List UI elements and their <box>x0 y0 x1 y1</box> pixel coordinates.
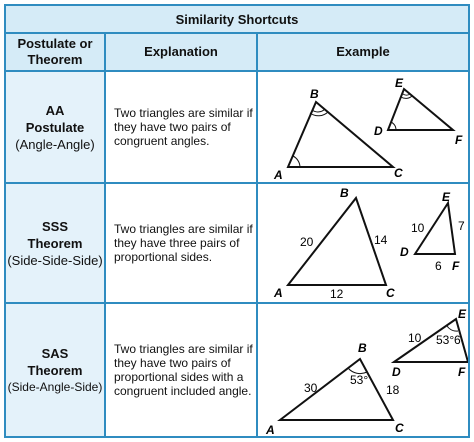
angle-e-arc-inner <box>403 94 410 95</box>
angle-d-arc <box>391 122 396 130</box>
row-sss-example-diagram <box>258 184 468 302</box>
similarity-table <box>4 4 470 438</box>
row-sas-name-line2: Theorem <box>27 362 83 378</box>
row-aa-name-line3: (Angle-Angle) <box>15 136 95 152</box>
angle-e-measure: 53° <box>436 333 455 347</box>
label-d: D <box>400 245 409 259</box>
row-sas-name-line3: (Side-Angle-Side) <box>7 379 103 394</box>
row-aa-name-line2: Postulate <box>25 119 85 135</box>
row-aa-example-diagram <box>258 72 468 182</box>
side-ef-length: 6 <box>454 333 461 347</box>
label-e: E <box>395 76 404 90</box>
side-ab-length: 20 <box>300 235 314 249</box>
label-f: F <box>452 259 460 273</box>
row-aa-name <box>6 72 104 182</box>
side-bc-length: 14 <box>374 233 388 247</box>
triangle-def <box>388 89 453 130</box>
triangle-abc <box>280 359 393 420</box>
column-divider-2 <box>256 34 258 436</box>
side-de-length: 10 <box>411 221 425 235</box>
row-sas-name <box>6 304 104 436</box>
row-sas-explanation-text: Two triangles are similar if they have two pairs of proportional sides with a congruent included angle. <box>114 342 253 398</box>
row-aa-explanation-text: Two triangles are similar if they have two pairs of congruent angles. <box>114 106 253 148</box>
row-sss-name <box>6 184 104 302</box>
side-bc-length: 18 <box>386 383 400 397</box>
label-b: B <box>310 87 319 101</box>
angle-e-arc-outer <box>401 96 412 98</box>
angle-b-measure: 53° <box>350 373 369 387</box>
label-e: E <box>442 190 451 204</box>
label-d: D <box>392 365 401 379</box>
row-sss-explanation <box>114 184 256 302</box>
angle-b-arc-outer <box>310 112 328 116</box>
label-a: A <box>266 423 275 436</box>
row-sss-name-line2: Theorem <box>27 235 83 251</box>
label-b: B <box>358 341 367 355</box>
row-sas-explanation <box>114 304 256 436</box>
angle-e-arc <box>447 326 458 331</box>
label-a: A <box>274 286 283 300</box>
label-c: C <box>395 421 404 435</box>
row-aa-explanation <box>114 72 256 182</box>
row-sss-name-line1: SSS <box>41 218 68 234</box>
label-c: C <box>394 166 403 180</box>
side-ef-length: 7 <box>458 219 465 233</box>
header-postulate-line1: Postulate or <box>17 36 93 51</box>
label-b: B <box>340 186 349 200</box>
label-e: E <box>458 307 467 321</box>
row-sas-name-line1: SAS <box>41 345 69 361</box>
column-divider-1 <box>104 34 106 436</box>
row-sss-explanation-text: Two triangles are similar if they have three pairs of proportional sides. <box>114 222 253 264</box>
side-df-length: 6 <box>435 259 442 273</box>
angle-b-arc-inner <box>312 109 325 112</box>
header-postulate <box>6 34 104 72</box>
header-explanation: Explanation <box>106 34 256 72</box>
row-aa-name-line1: AA <box>45 102 65 118</box>
label-f: F <box>455 133 463 147</box>
header-example: Example <box>258 34 468 72</box>
side-ac-length: 12 <box>330 287 344 301</box>
label-f: F <box>458 365 466 379</box>
side-de-length: 10 <box>408 331 422 345</box>
row-sas-example-diagram <box>258 304 468 436</box>
header-postulate-line2: Theorem <box>27 52 83 67</box>
side-ab-length: 30 <box>304 381 318 395</box>
angle-a-arc <box>293 156 300 167</box>
label-d: D <box>374 124 383 138</box>
label-a: A <box>274 168 283 182</box>
label-c: C <box>386 286 395 300</box>
table-title: Similarity Shortcuts <box>6 6 468 34</box>
row-sss-name-line3: (Side-Side-Side) <box>7 252 103 268</box>
